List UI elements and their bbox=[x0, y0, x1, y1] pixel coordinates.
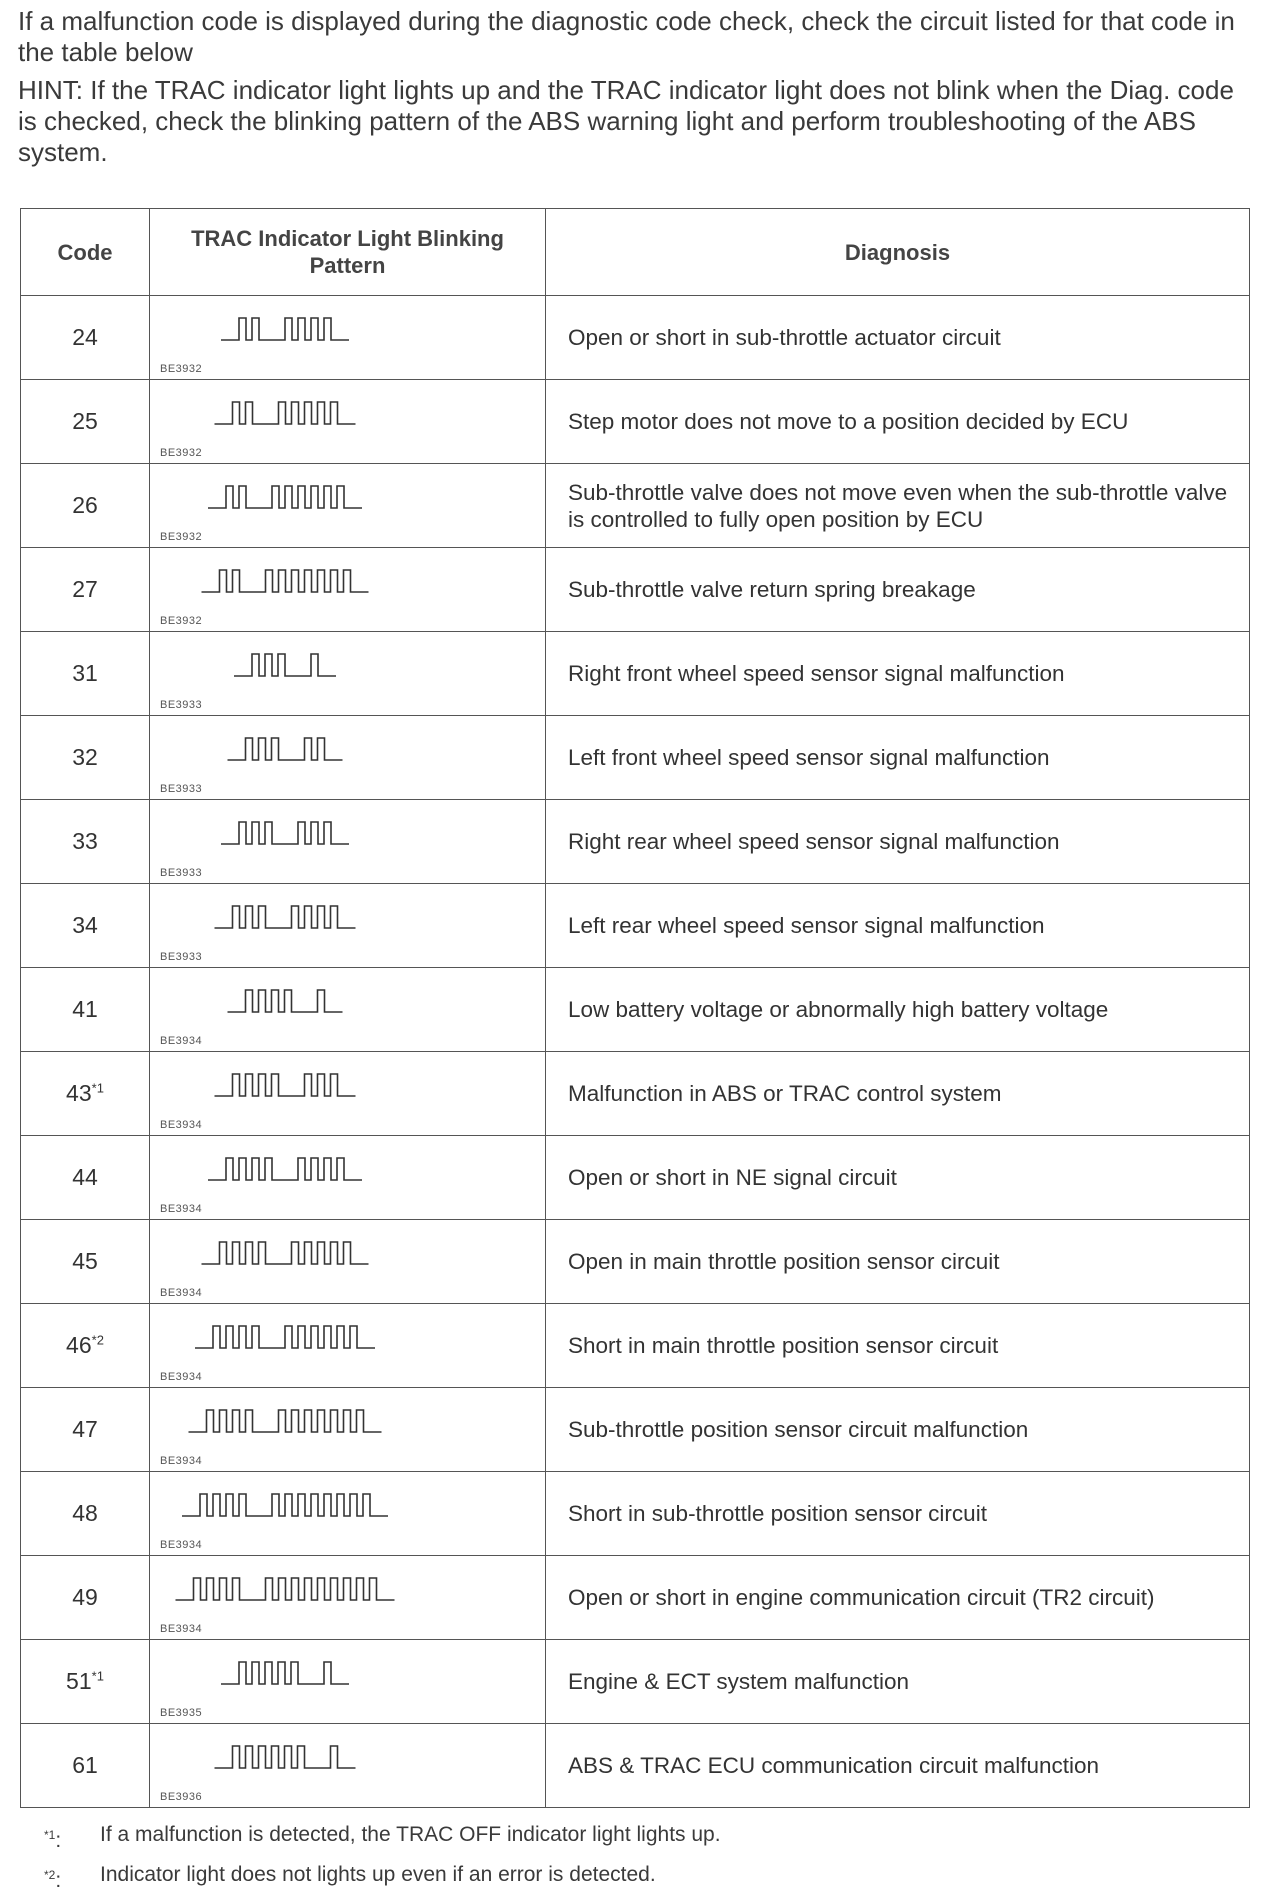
table-row bbox=[21, 1220, 1250, 1304]
pulse-train bbox=[228, 990, 343, 1012]
blink-pattern-cell bbox=[150, 800, 546, 884]
pulse-train bbox=[228, 738, 343, 760]
diagnosis-cell: Sub-throttle valve return spring breakage bbox=[546, 548, 1250, 632]
code-value: 32 bbox=[72, 744, 98, 770]
figure-reference: BE3934 bbox=[160, 1371, 203, 1383]
diagnosis-cell: Open or short in NE signal circuit bbox=[546, 1136, 1250, 1220]
code-footnote-mark: *1 bbox=[91, 1080, 104, 1096]
code-value: 41 bbox=[72, 996, 98, 1022]
table-row bbox=[21, 1640, 1250, 1724]
blink-pattern-waveform bbox=[158, 898, 458, 938]
table-row bbox=[21, 632, 1250, 716]
code-cell bbox=[21, 884, 150, 968]
code-cell bbox=[21, 296, 150, 380]
code-cell bbox=[21, 1052, 150, 1136]
figure-reference: BE3936 bbox=[160, 1791, 203, 1803]
table-row bbox=[21, 296, 1250, 380]
code-value: 51 bbox=[66, 1668, 92, 1694]
blink-pattern-cell bbox=[150, 1724, 546, 1808]
pulse-train bbox=[215, 906, 356, 928]
table-header-row bbox=[21, 209, 1250, 296]
code-cell bbox=[21, 1556, 150, 1640]
blink-pattern-waveform bbox=[158, 1234, 458, 1274]
figure-reference: BE3932 bbox=[160, 363, 203, 375]
figure-reference: BE3934 bbox=[160, 1623, 203, 1635]
diagnosis-cell: Sub-throttle valve does not move even when the sub-throttle valve is controlled to fully open position by ECU bbox=[546, 464, 1250, 548]
blink-pattern-waveform bbox=[158, 478, 458, 518]
figure-reference: BE3934 bbox=[160, 1455, 203, 1467]
code-cell bbox=[21, 632, 150, 716]
table-row bbox=[21, 548, 1250, 632]
blink-pattern-cell bbox=[150, 380, 546, 464]
blink-pattern-waveform bbox=[158, 1318, 458, 1358]
table-row bbox=[21, 1136, 1250, 1220]
code-cell bbox=[21, 1640, 150, 1724]
code-cell bbox=[21, 716, 150, 800]
figure-reference: BE3932 bbox=[160, 531, 203, 543]
pulse-train bbox=[215, 1746, 356, 1768]
footnote-2 bbox=[44, 1858, 1244, 1898]
pulse-train bbox=[221, 1662, 349, 1684]
blink-pattern-cell bbox=[150, 1136, 546, 1220]
blink-pattern-waveform bbox=[158, 730, 458, 770]
diagnosis-cell: Step motor does not move to a position decided by ECU bbox=[546, 380, 1250, 464]
figure-reference: BE3935 bbox=[160, 1707, 203, 1719]
table-row bbox=[21, 716, 1250, 800]
diagnosis-cell: Right rear wheel speed sensor signal malfunction bbox=[546, 800, 1250, 884]
diagnosis-cell: Malfunction in ABS or TRAC control system bbox=[546, 1052, 1250, 1136]
header-code: Code bbox=[21, 209, 150, 296]
figure-reference: BE3933 bbox=[160, 951, 203, 963]
blink-pattern-waveform bbox=[158, 1654, 458, 1694]
blink-pattern-cell bbox=[150, 632, 546, 716]
figure-reference: BE3933 bbox=[160, 783, 203, 795]
code-cell bbox=[21, 800, 150, 884]
intro-paragraph: If a malfunction code is displayed during the diagnostic code check, check the circuit listed for that code in the table below bbox=[18, 6, 1235, 67]
blink-pattern-waveform bbox=[158, 1150, 458, 1190]
blink-pattern-cell bbox=[150, 464, 546, 548]
diagnosis-cell: Right front wheel speed sensor signal malfunction bbox=[546, 632, 1250, 716]
pulse-train bbox=[221, 318, 349, 340]
figure-reference: BE3934 bbox=[160, 1203, 203, 1215]
diagnosis-cell: Open or short in engine communication circuit (TR2 circuit) bbox=[546, 1556, 1250, 1640]
code-value: 26 bbox=[72, 492, 98, 518]
diagnosis-cell: Engine & ECT system malfunction bbox=[546, 1640, 1250, 1724]
blink-pattern-waveform bbox=[158, 562, 458, 602]
figure-reference: BE3934 bbox=[160, 1539, 203, 1551]
pulse-train bbox=[182, 1494, 388, 1516]
diagnosis-cell: Left front wheel speed sensor signal malfunction bbox=[546, 716, 1250, 800]
pulse-train bbox=[195, 1326, 375, 1348]
footnote-text: If a malfunction is detected, the TRAC OFF indicator light lights up. bbox=[100, 1823, 721, 1846]
code-value: 43 bbox=[66, 1080, 92, 1106]
diagnostic-code-table bbox=[20, 208, 1250, 1808]
blink-pattern-waveform bbox=[158, 394, 458, 434]
blink-pattern-waveform bbox=[158, 1066, 458, 1106]
hint-paragraph: HINT: If the TRAC indicator light lights up and the TRAC indicator light does not blink when the Diag. code is checked, check the blinking pattern of the ABS warning light and perform troubleshooting of the ABS system. bbox=[18, 75, 1234, 167]
code-cell bbox=[21, 1136, 150, 1220]
blink-pattern-cell bbox=[150, 1220, 546, 1304]
diagnosis-cell: Sub-throttle position sensor circuit malfunction bbox=[546, 1388, 1250, 1472]
table-row bbox=[21, 800, 1250, 884]
blink-pattern-cell bbox=[150, 1556, 546, 1640]
code-value: 48 bbox=[72, 1500, 98, 1526]
figure-reference: BE3932 bbox=[160, 615, 203, 627]
pulse-train bbox=[215, 1074, 356, 1096]
table-row bbox=[21, 1052, 1250, 1136]
table-row bbox=[21, 1556, 1250, 1640]
pulse-train bbox=[234, 654, 336, 676]
code-cell bbox=[21, 380, 150, 464]
intro-text bbox=[18, 6, 1238, 175]
code-value: 44 bbox=[72, 1164, 98, 1190]
code-value: 24 bbox=[72, 324, 98, 350]
pulse-train bbox=[215, 402, 356, 424]
table-body bbox=[21, 296, 1250, 1808]
code-cell bbox=[21, 1472, 150, 1556]
pulse-train bbox=[202, 570, 369, 592]
code-footnote-mark: *1 bbox=[91, 1668, 104, 1684]
code-value: 27 bbox=[72, 576, 98, 602]
blink-pattern-waveform bbox=[158, 1570, 458, 1610]
table-row bbox=[21, 1724, 1250, 1808]
blink-pattern-cell bbox=[150, 1052, 546, 1136]
footnote-1 bbox=[44, 1818, 1244, 1858]
blink-pattern-cell bbox=[150, 1640, 546, 1724]
table-row bbox=[21, 1472, 1250, 1556]
code-cell bbox=[21, 464, 150, 548]
code-cell bbox=[21, 1388, 150, 1472]
code-cell bbox=[21, 548, 150, 632]
blink-pattern-cell bbox=[150, 1304, 546, 1388]
figure-reference: BE3933 bbox=[160, 699, 203, 711]
diagnosis-cell: ABS & TRAC ECU communication circuit malfunction bbox=[546, 1724, 1250, 1808]
blink-pattern-cell bbox=[150, 884, 546, 968]
pulse-train bbox=[189, 1410, 382, 1432]
blink-pattern-waveform bbox=[158, 1402, 458, 1442]
pulse-train bbox=[176, 1578, 395, 1600]
blink-pattern-waveform bbox=[158, 982, 458, 1022]
footnote-mark: $^{*2}$: bbox=[44, 1868, 62, 1892]
pulse-train bbox=[208, 1158, 362, 1180]
code-value: 49 bbox=[72, 1584, 98, 1610]
code-value: 46 bbox=[66, 1332, 92, 1358]
code-value: 31 bbox=[72, 660, 98, 686]
code-cell bbox=[21, 1220, 150, 1304]
code-value: 45 bbox=[72, 1248, 98, 1274]
figure-reference: BE3934 bbox=[160, 1035, 203, 1047]
blink-pattern-waveform bbox=[158, 1738, 458, 1778]
pulse-train bbox=[208, 486, 362, 508]
table-row bbox=[21, 464, 1250, 548]
header-diagnosis: Diagnosis bbox=[546, 209, 1250, 296]
pulse-train bbox=[221, 822, 349, 844]
blink-pattern-waveform bbox=[158, 1486, 458, 1526]
footnote-text: Indicator light does not lights up even if an error is detected. bbox=[100, 1863, 656, 1886]
diagnosis-cell: Open or short in sub-throttle actuator circuit bbox=[546, 296, 1250, 380]
diagnosis-cell: Short in sub-throttle position sensor circuit bbox=[546, 1472, 1250, 1556]
blink-pattern-cell bbox=[150, 1388, 546, 1472]
blink-pattern-cell bbox=[150, 548, 546, 632]
code-cell bbox=[21, 1724, 150, 1808]
code-value: 61 bbox=[72, 1752, 98, 1778]
code-cell bbox=[21, 968, 150, 1052]
code-value: 34 bbox=[72, 912, 98, 938]
table-row bbox=[21, 1304, 1250, 1388]
blink-pattern-waveform bbox=[158, 646, 458, 686]
blink-pattern-cell bbox=[150, 1472, 546, 1556]
blink-pattern-waveform bbox=[158, 310, 458, 350]
diagnosis-cell: Left rear wheel speed sensor signal malfunction bbox=[546, 884, 1250, 968]
table-row bbox=[21, 968, 1250, 1052]
figure-reference: BE3932 bbox=[160, 447, 203, 459]
blink-pattern-cell bbox=[150, 716, 546, 800]
code-value: 25 bbox=[72, 408, 98, 434]
code-cell bbox=[21, 1304, 150, 1388]
pulse-train bbox=[202, 1242, 369, 1264]
code-value: 47 bbox=[72, 1416, 98, 1442]
diagnosis-cell: Low battery voltage or abnormally high battery voltage bbox=[546, 968, 1250, 1052]
diagnosis-cell: Open in main throttle position sensor circuit bbox=[546, 1220, 1250, 1304]
figure-reference: BE3934 bbox=[160, 1119, 203, 1131]
blink-pattern-cell bbox=[150, 296, 546, 380]
blink-pattern-cell bbox=[150, 968, 546, 1052]
footnotes bbox=[44, 1818, 1244, 1898]
figure-reference: BE3933 bbox=[160, 867, 203, 879]
diagnosis-cell: Short in main throttle position sensor circuit bbox=[546, 1304, 1250, 1388]
code-footnote-mark: *2 bbox=[91, 1332, 104, 1348]
figure-reference: BE3934 bbox=[160, 1287, 203, 1299]
table-row bbox=[21, 884, 1250, 968]
table-row bbox=[21, 1388, 1250, 1472]
header-pattern: TRAC Indicator Light Blinking Pattern bbox=[150, 209, 546, 296]
blink-pattern-waveform bbox=[158, 814, 458, 854]
footnote-mark: $^{*1}$: bbox=[44, 1828, 62, 1852]
code-value: 33 bbox=[72, 828, 98, 854]
table-row bbox=[21, 380, 1250, 464]
